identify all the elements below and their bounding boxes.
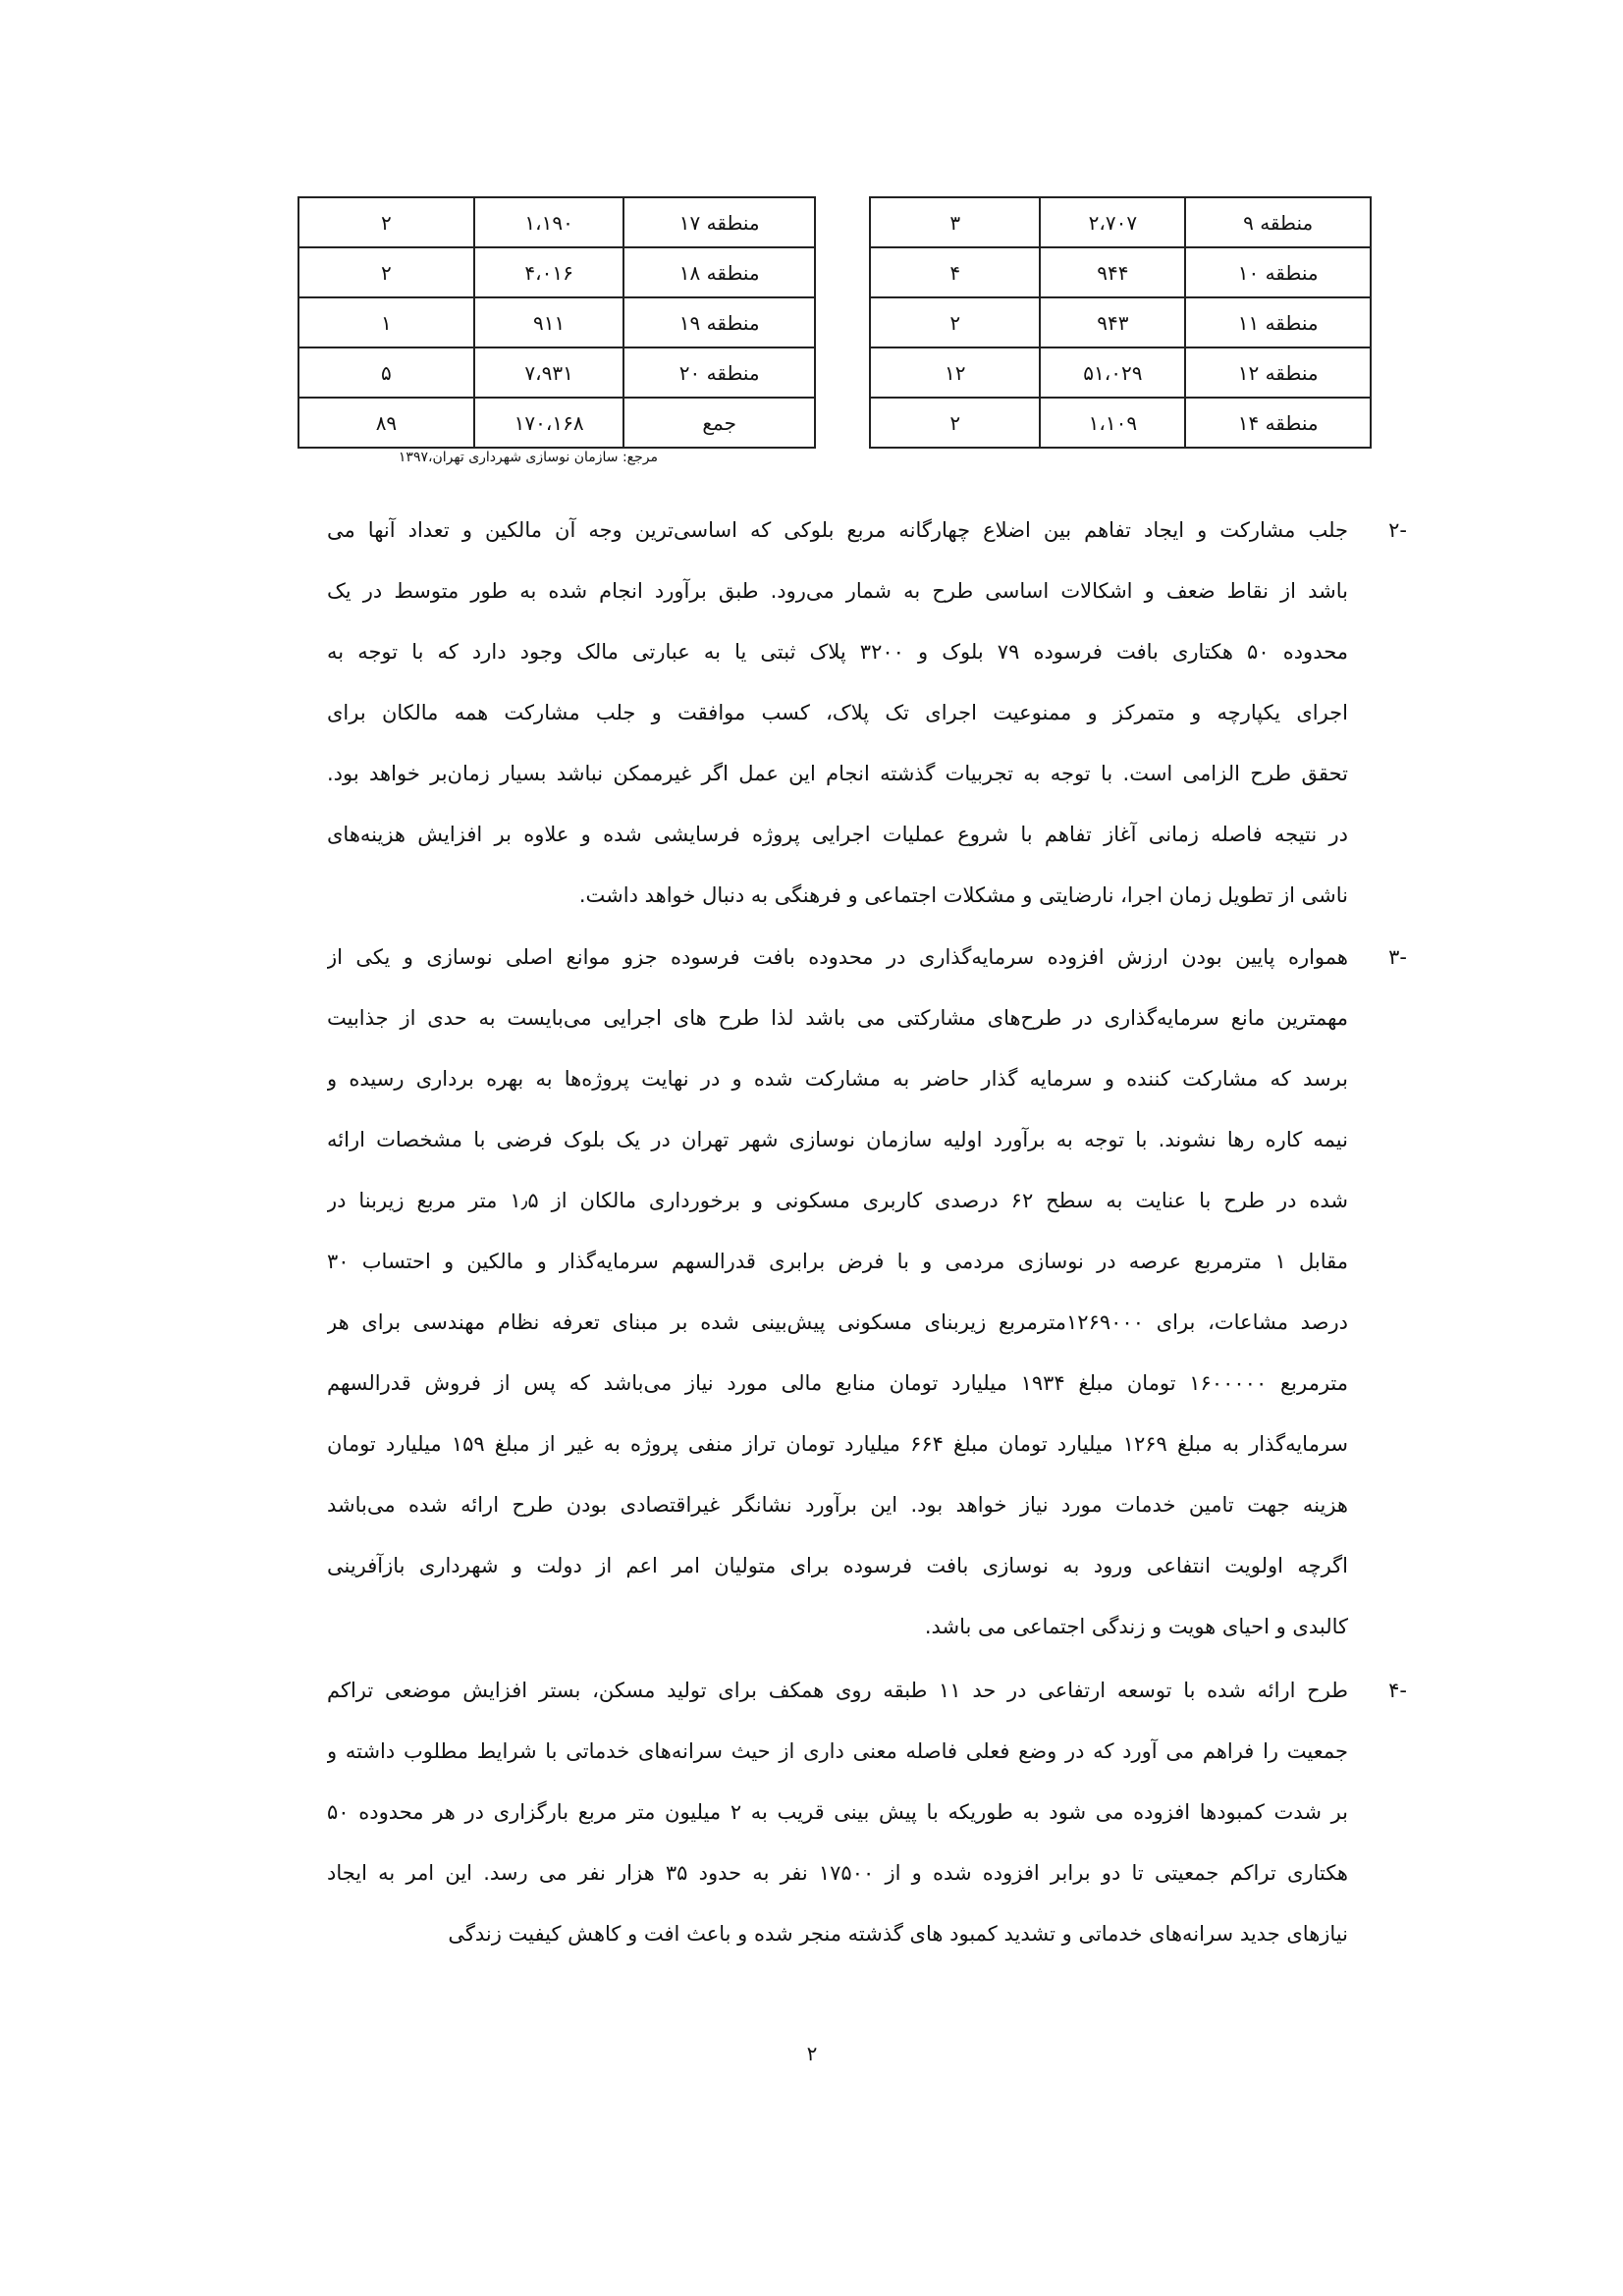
paragraph-line: هزینه جهت تامین خدمات مورد نیاز خواهد بود. این برآورد نشانگر غیراقتصادی بودن طرح ارائه شده می‌باشد <box>327 1493 1348 1518</box>
paragraph-line: محدوده ۵۰ هکتاری بافت فرسوده ۷۹ بلوک و ۳۲۰۰ پلاک ثبتی یا به عبارتی مالک وجود دارد که با توجه به <box>327 640 1348 664</box>
paragraph-line: بر شدت کمبودها افزوده می شود به طوریکه با پیش بینی قریب به ۲ میلیون متر مربع بارگزاری در هر محدوده ۵۰ <box>327 1799 1348 1824</box>
paragraph-line: در نتیجه فاصله زمانی آغاز تفاهم با شروع عملیات اجرایی پروژه فرسایشی شده و علاوه بر افزایش هزینه‌های <box>327 823 1348 846</box>
table-row <box>298 197 815 247</box>
paragraph-line: باشد از نقاط ضعف و اشکالات اساسی طرح به شمار می‌رود. طبق برآورد انجام شده به طور متوسط در یک <box>327 579 1348 603</box>
count-cell: ۱۲ <box>870 347 1040 398</box>
district-cell: منطقه ۱۱ <box>1185 297 1371 347</box>
paragraph-line: تحقق طرح الزامی است. با توجه به تجربیات گذشته انجام این عمل اگر غیرممکن نباشد بسیار زمان‌بر خواهد بود. <box>327 762 1348 785</box>
district-cell: جمع <box>623 398 815 448</box>
district-cell: منطقه ۹ <box>1185 197 1371 247</box>
table-row <box>870 347 1371 398</box>
count-cell: ۵ <box>298 347 474 398</box>
paragraph-line: همواره پایین بودن ارزش افزوده سرمایه‌گذاری در محدوده بافت فرسوده جزو موانع اصلی نوسازی و یکی از <box>327 945 1348 970</box>
item-number: -۳ <box>1388 945 1407 970</box>
count-cell: ۱ <box>298 297 474 347</box>
area-cell: ۷،۹۳۱ <box>474 347 624 398</box>
district-cell: منطقه ۱۹ <box>623 297 815 347</box>
count-cell: ۸۹ <box>298 398 474 448</box>
area-cell: ۹۴۴ <box>1040 247 1185 297</box>
item-number: -۴ <box>1388 1678 1407 1702</box>
page-number: ۲ <box>806 2042 818 2065</box>
count-cell: ۲ <box>298 247 474 297</box>
count-cell: ۲ <box>870 398 1040 448</box>
table-row <box>870 197 1371 247</box>
table-row <box>870 398 1371 448</box>
district-cell: منطقه ۱۷ <box>623 197 815 247</box>
paragraph-line: هکتاری تراکم جمعیتی تا دو برابر افزوده شده و از ۱۷۵۰۰ نفر به حدود ۳۵ هزار نفر می رسد. این امر به ایجاد <box>327 1860 1348 1885</box>
count-cell: ۳ <box>870 197 1040 247</box>
district-table-left <box>298 196 816 449</box>
count-cell: ۲ <box>298 197 474 247</box>
paragraph-line: مترمربع ۱۶۰۰۰۰۰ تومان مبلغ ۱۹۳۴ میلیارد تومان منابع مالی مورد نیاز می‌باشد که پس از فروش قدرالسهم <box>327 1371 1348 1396</box>
paragraph-line: اگرچه اولویت انتفاعی ورود به نوسازی بافت فرسوده برای متولیان امر اعم از دولت و شهرداری بازآفرینی <box>327 1554 1348 1578</box>
paragraph-line: نیمه کاره رها نشوند. با توجه به برآورد اولیه سازمان نوسازی شهر تهران در یک بلوک فرضی با مشخصات ارائه <box>327 1128 1348 1152</box>
paragraph-line: طرح ارائه شده با توسعه ارتفاعی در حد ۱۱ طبقه روی همکف برای تولید مسکن، بستر افزایش موضعی تراکم <box>327 1678 1348 1702</box>
table-row <box>870 297 1371 347</box>
table-row <box>870 247 1371 297</box>
area-cell: ۱،۱۰۹ <box>1040 398 1185 448</box>
table-row <box>298 347 815 398</box>
count-cell: ۲ <box>870 297 1040 347</box>
paragraph-line: مقابل ۱ مترمربع عرصه در نوسازی مردمی و با فرض برابری قدرالسهم سرمایه‌گذار و مالکین و احتساب ۳۰ <box>327 1250 1348 1274</box>
table-row <box>298 398 815 448</box>
paragraph-line: جلب مشارکت و ایجاد تفاهم بین اضلاع چهارگانه مربع بلوکی که اساسی‌ترین وجه آن مالکین و تعداد آنها می <box>327 518 1348 542</box>
paragraph-line: جمعیت را فراهم می آورد که در وضع فعلی فاصله معنی داری از حیث سرانه‌های خدماتی با شرایط مطلوب داشته و <box>327 1738 1348 1763</box>
paragraph-line: برسد که مشارکت کننده و سرمایه گذار حاضر به مشارکت شده و در نهایت پروژه‌ها به بهره برداری رسیده و <box>327 1067 1348 1092</box>
district-cell: منطقه ۱۰ <box>1185 247 1371 297</box>
district-table-right <box>869 196 1372 449</box>
table-row <box>298 247 815 297</box>
paragraph-line: کالبدی و احیای هویت و زندگی اجتماعی می باشد. <box>924 1615 1348 1639</box>
area-cell: ۱،۱۹۰ <box>474 197 624 247</box>
district-cell: منطقه ۲۰ <box>623 347 815 398</box>
area-cell: ۹۴۳ <box>1040 297 1185 347</box>
item-number: -۲ <box>1388 518 1407 542</box>
area-cell: ۴،۰۱۶ <box>474 247 624 297</box>
area-cell: ۲،۷۰۷ <box>1040 197 1185 247</box>
district-cell: منطقه ۱۸ <box>623 247 815 297</box>
paragraph-line: اجرای یکپارچه و متمرکز و ممنوعیت اجرای تک پلاک، کسب موافقت و جلب مشارکت همه مالکان برای <box>327 701 1348 724</box>
paragraph-line: مهمترین مانع سرمایه‌گذاری در طرح‌های مشارکتی می باشد لذا طرح های اجرایی می‌بایست به حدی از جذابیت <box>327 1006 1348 1031</box>
paragraph-line: درصد مشاعات، برای ۱۲۶۹۰۰۰مترمربع زیربنای مسکونی پیش‌بینی شده بر مبنای تعرفه نظام مهندسی برای هر <box>327 1310 1348 1335</box>
count-cell: ۴ <box>870 247 1040 297</box>
paragraph-line: نیازهای جدید سرانه‌های خدماتی و تشدید کمبود های گذشته منجر شده و باعث افت و کاهش کیفیت زندگی <box>448 1921 1348 1946</box>
district-cell: منطقه ۱۲ <box>1185 347 1371 398</box>
district-cell: منطقه ۱۴ <box>1185 398 1371 448</box>
paragraph-line: شده در طرح با عنایت به سطح ۶۲ درصدی کاربری مسکونی و برخورداری مالکان از ۱٫۵ متر مربع زیربنا در <box>327 1189 1348 1213</box>
table-row <box>298 297 815 347</box>
paragraph-line: سرمایه‌گذار به مبلغ ۱۲۶۹ میلیارد تومان مبلغ ۶۶۴ میلیارد تومان تراز منفی پروژه به غیر از مبلغ ۱۵۹ میلیارد تومان <box>327 1432 1348 1457</box>
area-cell: ۹۱۱ <box>474 297 624 347</box>
area-cell: ۵۱،۰۲۹ <box>1040 347 1185 398</box>
table-source-note: مرجع: سازمان نوسازی شهرداری تهران،۱۳۹۷ <box>398 450 658 465</box>
paragraph-line: ناشی از تطویل زمان اجرا، نارضایتی و مشکلات اجتماعی و فرهنگی به دنبال خواهد داشت. <box>578 883 1348 907</box>
area-cell: ۱۷۰،۱۶۸ <box>474 398 624 448</box>
